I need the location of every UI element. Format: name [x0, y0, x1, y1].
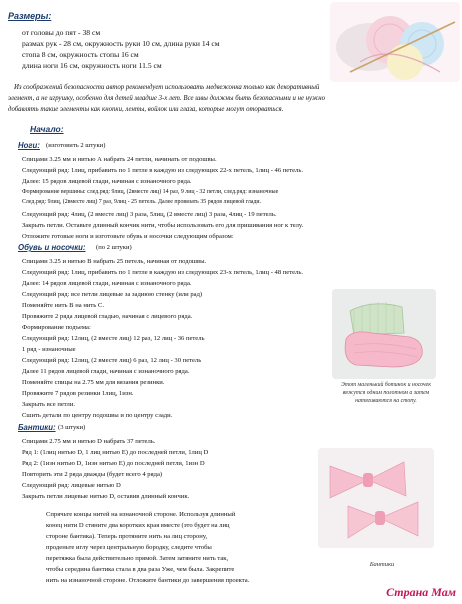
shoes-line: Следующий ряд: все петли лицевые за задиюю стенку (или рад) — [22, 291, 203, 298]
shoe-photo — [332, 289, 436, 379]
shoes-line: Поменяйте нить В на нить С. — [22, 302, 104, 309]
bows-line: Ряд 2: (1изн нитью D, 1изн нитью Е) до последней петли, 1изн D — [22, 460, 205, 467]
size-line: от головы до пят - 38 см — [22, 28, 101, 37]
yarn-photo — [330, 2, 460, 82]
shoes-line: Провяжите 7 рядов резинки 1лиц, 1изн. — [22, 390, 134, 397]
shoe-caption: Этот маленький ботинок и носочек — [341, 382, 431, 388]
bows-line: Закрыть петли лицевые нитью D, оставив длинный кончик. — [22, 493, 190, 500]
bows-finish-line: нить на изнаночной стороне. Отложите бантики до завершения проекта. — [46, 577, 250, 584]
start-heading: Начало: — [30, 124, 64, 134]
size-line: размах рук - 28 см, окружность руки 10 см, длина руки 14 см — [22, 39, 220, 48]
legs-line: Отложите готовые ноги и изготовьте обувь и носочки следующим образом: — [22, 233, 234, 240]
shoes-line: Далее: 14 рядов лицевой глади, начиная с изнаночного ряда. — [22, 280, 192, 287]
bows-line: Повторить эти 2 ряда дважды (будет всего 4 ряда) — [22, 471, 163, 478]
watermark-logo — [386, 585, 456, 600]
size-line: длина ноги 16 см, окружность ноги 11.5 см — [22, 61, 162, 70]
shoes-heading: Обувь и носочки: — [18, 243, 86, 252]
sizes-heading: Размеры: — [8, 11, 52, 21]
shoes-note: (по 2 штуки) — [96, 244, 132, 251]
shoes-line: Сшить детали по центру подошвы и по центру сзади. — [22, 412, 173, 419]
bows-line: Следующий ряд: лицевые нитью D — [22, 482, 121, 489]
warning-line: элемент, а не игрушку, особенно для детей младше 3-х лет. Все швы должны быть безопасными и не нужно — [8, 95, 325, 102]
bows-line: Спицами 2.75 мм и нитью D набрать 37 петель. — [22, 438, 156, 445]
bow-photo — [318, 448, 434, 548]
legs-note: (изготовить 2 штуки) — [46, 142, 106, 149]
bows-line: Ряд 1: (1лиц нитью D, 1 лиц нитью Е) до последней петли, 1лиц D — [22, 449, 209, 456]
legs-line: След.ряд: 9лиц, (2вместе лиц) 7 раз, 9лиц - 25 петель. Далее провязать 35 рядов лицевой глади. — [22, 199, 262, 205]
warning-line: добавлять такие элементы как кнопки, ленты, войлок или глаза, которые могут оторваться. — [8, 106, 284, 113]
shoes-line: Поменяйте спицы на 2.75 мм для вязания резинки. — [22, 379, 165, 386]
shoes-line: Следующий ряд: 12лиц, (2 вместе лиц) 6 раз, 12 лиц - 30 петель — [22, 357, 202, 364]
legs-line: Закрыть петли. Оставьте длинный кончик нити, чтобы использовать его для пришивания ног к телу. — [22, 222, 304, 229]
legs-line: Следующий ряд: 1лиц, прибавить по 1 петле в каждую из следующих 22-х петель, 1лиц - 46 петель. — [22, 167, 303, 174]
shoe-caption: натягиваются на стопу. — [355, 398, 417, 404]
size-line: стопа 8 см, окружность стопы 16 см — [22, 50, 139, 59]
legs-line: Формирование вершины: след.ряд: 9лиц, (2вместе лиц) 14 раз, 9 лиц - 32 петли, след.ряд: изнаночные — [22, 189, 279, 195]
legs-heading: Ноги: — [18, 141, 40, 150]
legs-line: Спицами 3.25 мм и нитью А набрать 24 петли, начинать от подошвы. — [22, 156, 217, 163]
shoes-line: Следующий ряд: 12лиц, (2 вместе лиц) 12 раз, 12 лиц - 36 петель — [22, 335, 205, 342]
bows-finish-line: чтобы середина бантика стала в два раза Уже, чем была. Закрепите — [46, 566, 235, 573]
shoes-line: Провяжите 2 ряда лицевой гладью, начиная с лицевого ряда. — [22, 313, 193, 320]
shoes-line: 1 ряд - изнаночные — [22, 346, 76, 353]
shoes-line: Формирование подъема: — [22, 324, 91, 331]
legs-line: Далее: 15 рядов лицевой глади, начиная с изнаночного ряда. — [22, 178, 192, 185]
bow-caption: Бантики — [369, 561, 395, 568]
watermark-text: Страна Мам — [386, 585, 456, 599]
shoes-line: Закрыть все петли. — [22, 401, 75, 408]
shoe-caption: вяжутся одним полотном а затем — [342, 390, 430, 396]
legs-line: Следующий ряд: 4лиц, (2 вместе лиц) 3 раза, 5лиц, (2 вместе лиц) 3 раза, 4лиц - 19 петель. — [22, 211, 277, 218]
shoes-line: Спицами 3.25 и нитью В набрать 25 петель, начиная от подошвы. — [22, 258, 207, 265]
shoes-line: Следующий ряд: 1лиц, прибавить по 1 петле в каждую из следующих 23-х петель, 1лиц - 48 петель. — [22, 269, 303, 276]
shoes-line: Далее 11 рядов лицевой глади, начиная с изнаночного ряда. — [22, 368, 190, 375]
bows-finish-line: перетяжка была действительно прямой. Затем затяните нить так, — [46, 555, 229, 562]
bows-finish-line: проденьте иглу через центральную бородку, следите чтобы — [46, 544, 212, 551]
bows-finish-line: Спрячьте концы нитей на изнаночной стороне. Используя длинный — [46, 511, 236, 518]
warning-line: Из соображений безопасности автор рекомендует использовать медвежонка только как декоративный — [14, 84, 320, 91]
bows-finish-line: стороне бантика). Теперь протяните нить на лиц сторону, — [46, 533, 208, 540]
bows-heading: Бантики: — [18, 423, 56, 432]
bows-finish-line: конец нити D стяните два коротких края вместе (это будет на лиц — [46, 522, 230, 529]
bows-note: (3 штуки) — [58, 424, 86, 431]
